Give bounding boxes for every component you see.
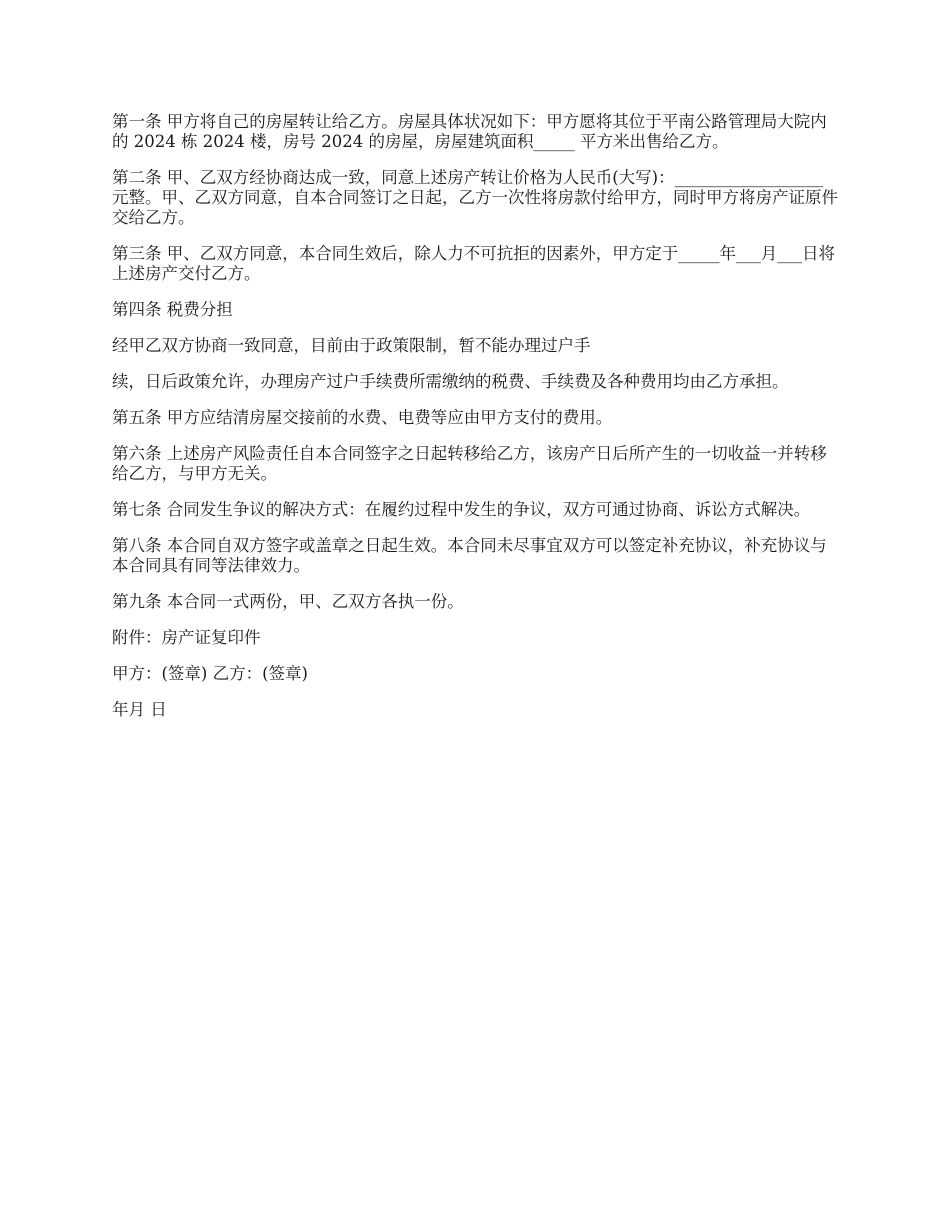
article-9: 第九条 本合同一式两份，甲、乙双方各执一份。 — [112, 592, 464, 611]
contract-document — [112, 112, 842, 736]
article-5: 第五条 甲方应结清房屋交接前的水费、电费等应由甲方支付的费用。 — [112, 408, 613, 427]
article-3: 第三条 甲、乙双方同意，本合同生效后，除人力不可抗拒的因素外，甲方定于_____年___月___日将上述房产交付乙方。 — [112, 244, 835, 283]
article-6: 第六条 上述房产风险责任自本合同签字之日起转移给乙方，该房产日后所产生的一切收益一并转移给乙方，与甲方无关。 — [112, 444, 827, 483]
article-4-body-1: 经甲乙双方协商一致同意，目前由于政策限制，暂不能办理过户手 — [112, 336, 591, 355]
article-7: 第七条 合同发生争议的解决方式：在履约过程中发生的争议，双方可通过协商、诉讼方式解决。 — [112, 500, 811, 519]
attachment-line: 附件：房产证复印件 — [112, 628, 261, 647]
article-2: 第二条 甲、乙双方经协商达成一致，同意上述房产转让价格为人民币(大写)：__________________ 元整。甲、乙双方同意，自本合同签订之日起，乙方一次性将房款付给甲方，同时甲方将房产证原件交给乙方。 — [112, 168, 838, 227]
article-4-body-2: 续，日后政策允许，办理房产过户手续费所需缴纳的税费、手续费及各种费用均由乙方承担。 — [112, 372, 789, 391]
date-line: 年月 日 — [112, 700, 167, 719]
article-1: 第一条 甲方将自己的房屋转让给乙方。房屋具体状况如下：甲方愿将其位于平南公路管理局大院内的 2024 栋 2024 楼，房号 2024 的房屋，房屋建筑面积_____ 平方米出售给乙方。 — [112, 112, 827, 151]
signature-line: 甲方：(签章) 乙方：(签章) — [112, 664, 308, 683]
article-4-heading: 第四条 税费分担 — [112, 300, 233, 319]
article-8: 第八条 本合同自双方签字或盖章之日起生效。本合同未尽事宜双方可以签定补充协议，补充协议与本合同具有同等法律效力。 — [112, 536, 827, 575]
